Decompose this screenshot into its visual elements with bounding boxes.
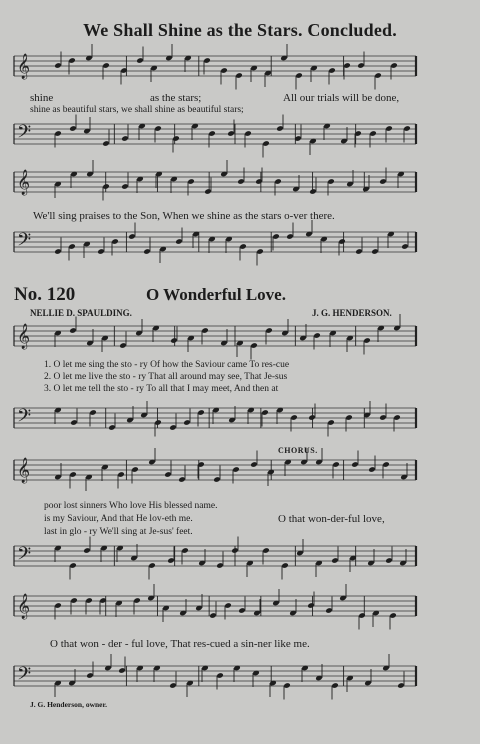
clef-icon: 𝄢 bbox=[17, 230, 32, 255]
clef-icon: 𝄞 bbox=[17, 594, 31, 619]
page-header-title: We Shall Shine as the Stars. Concluded. bbox=[83, 20, 397, 40]
verse-cont-3: last in glo - ry We'll sing at Je-sus' feet. bbox=[44, 527, 193, 537]
clef-icon: 𝄢 bbox=[17, 406, 32, 431]
clef-icon: 𝄞 bbox=[17, 54, 31, 79]
verse-cont-1: poor lost sinners Who love His blessed name. bbox=[44, 501, 218, 511]
verse-line-1: 1. O let me sing the sto - ry Of how the Saviour came To res-cue bbox=[44, 360, 290, 370]
clef-icon: 𝄢 bbox=[17, 664, 32, 689]
hymn-composer: J. G. HENDERSON. bbox=[312, 308, 392, 318]
verse-line-2: 2. O let me live the sto - ry That all around may see, That Je-sus bbox=[44, 372, 288, 382]
clef-icon: 𝄞 bbox=[17, 324, 31, 349]
clef-icon: 𝄞 bbox=[17, 170, 31, 195]
hymn-number: No. 120 bbox=[14, 284, 76, 305]
chorus-start: O that won-der-ful love, bbox=[278, 513, 385, 525]
top-lyric-3: We'll sing praises to the Son, When we shine as the stars o-ver there. bbox=[33, 210, 335, 222]
top-lyric-1a: shine bbox=[30, 92, 54, 104]
clef-icon: 𝄢 bbox=[17, 544, 32, 569]
hymn-title: O Wonderful Love. bbox=[146, 285, 286, 304]
top-lyric-1c: All our trials will be done, bbox=[283, 92, 400, 104]
top-lyric-2: shine as beautiful stars, we shall shine as beautiful stars; bbox=[30, 105, 244, 115]
chorus-label: CHORUS. bbox=[278, 446, 318, 455]
verse-cont-2: is my Saviour, And that He lov-eth me. bbox=[44, 514, 193, 524]
top-lyric-1b: as the stars; bbox=[150, 92, 202, 104]
hymn-author: NELLIE D. SPAULDING. bbox=[30, 308, 132, 318]
footer-owner: J. G. Henderson, owner. bbox=[30, 700, 108, 709]
clef-icon: 𝄢 bbox=[17, 122, 32, 147]
chorus-line: O that won - der - ful love, That res-cued a sin-ner like me. bbox=[50, 638, 310, 650]
clef-icon: 𝄞 bbox=[17, 458, 31, 483]
verse-line-3: 3. O let me tell the sto - ry To all that I may meet, And then at bbox=[44, 384, 279, 394]
